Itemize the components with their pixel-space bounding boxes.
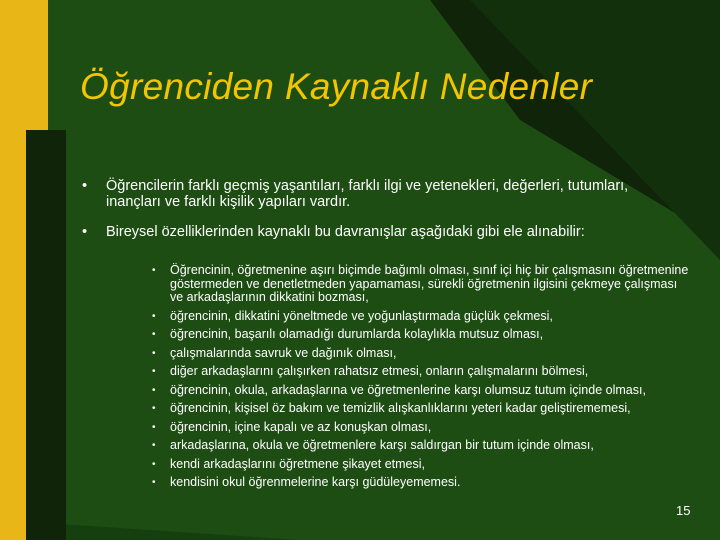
bullet-item	[82, 224, 682, 240]
bullet-glyph: •	[152, 265, 156, 276]
page-number: 15	[676, 503, 691, 518]
sub-bullet-item	[152, 328, 692, 342]
sub-bullet-text: öğrencinin, dikkatini yöneltmede ve yoğunlaştırmada güçlük çekmesi,	[170, 308, 553, 323]
bullet-glyph: •	[152, 458, 156, 470]
main-bullet-list	[82, 178, 682, 254]
bullet-item	[82, 178, 682, 210]
sub-bullet-item	[152, 384, 692, 398]
sub-bullet-item	[152, 365, 692, 379]
dark-left-block-upper	[26, 0, 48, 130]
sub-bullet-item	[152, 310, 692, 324]
sub-bullet-text: kendi arkadaşlarını öğretmene şikayet etmesi,	[170, 456, 425, 471]
sub-bullet-item	[152, 476, 692, 490]
sub-bullet-item	[152, 458, 692, 472]
bullet-glyph: •	[152, 310, 156, 322]
bullet-glyph: •	[152, 477, 156, 488]
sub-bullet-item	[152, 402, 692, 416]
sub-bullet-text: çalışmalarında savruk ve dağınık olması,	[170, 345, 397, 360]
sub-bullet-text: diğer arkadaşlarını çalışırken rahatsız etmesi, onların çalışmalarını bölmesi,	[170, 364, 589, 378]
bullet-glyph: •	[152, 347, 156, 359]
sub-bullet-text: öğrencinin, okula, arkadaşlarına ve öğretmenlerine karşı olumsuz tutum içinde olması,	[170, 382, 646, 397]
bullet-glyph: •	[152, 421, 156, 433]
sub-bullet-text: arkadaşlarına, okula ve öğretmenlere karşı saldırgan bir tutum içinde olması,	[170, 438, 594, 452]
sub-bullet-item	[152, 439, 692, 453]
sub-bullet-text: Öğrencinin, öğretmenine aşırı biçimde bağımlı olması, sınıf içi hiç bir çalışmasını öğretmenine göstermeden ve denetletmeden yapamaması, sürekli öğretmenin ilgisini çekmeye çalışması ve arkadaşlarının dikkatini bozması,	[170, 263, 689, 304]
dark-left-block	[26, 130, 66, 540]
sub-bullet-item	[152, 421, 692, 435]
slide-title: Öğrenciden Kaynaklı Nedenler	[80, 66, 593, 107]
sub-bullet-list	[152, 264, 692, 495]
sub-bullet-text: öğrencinin, başarılı olamadığı durumlarda kolaylıkla mutsuz olması,	[170, 327, 544, 341]
bullet-glyph: •	[152, 440, 156, 451]
bullet-glyph: •	[82, 178, 88, 194]
sub-bullet-text: öğrencinin, içine kapalı ve az konuşkan olması,	[170, 419, 432, 434]
bullet-text: Öğrencilerin farklı geçmiş yaşantıları, farklı ilgi ve yetenekleri, değerleri, tutumları, inançları ve farklı kişilik yapıları vardır.	[106, 178, 629, 210]
bullet-glyph: •	[152, 403, 156, 414]
sub-bullet-text: öğrencinin, kişisel öz bakım ve temizlik alışkanlıklarını yeteri kadar geliştirememesi,	[170, 401, 631, 415]
sub-bullet-item	[152, 347, 692, 361]
sub-bullet-text: kendisini okul öğrenmelerine karşı güdüleyememesi.	[170, 475, 461, 489]
bullet-glyph: •	[152, 384, 156, 396]
sub-bullet-item	[152, 264, 692, 305]
bullet-glyph: •	[152, 366, 156, 377]
bullet-glyph: •	[152, 329, 156, 340]
bullet-text: Bireysel özelliklerinden kaynaklı bu davranışlar aşağıdaki gibi ele alınabilir:	[106, 224, 585, 240]
bullet-glyph: •	[82, 224, 88, 240]
